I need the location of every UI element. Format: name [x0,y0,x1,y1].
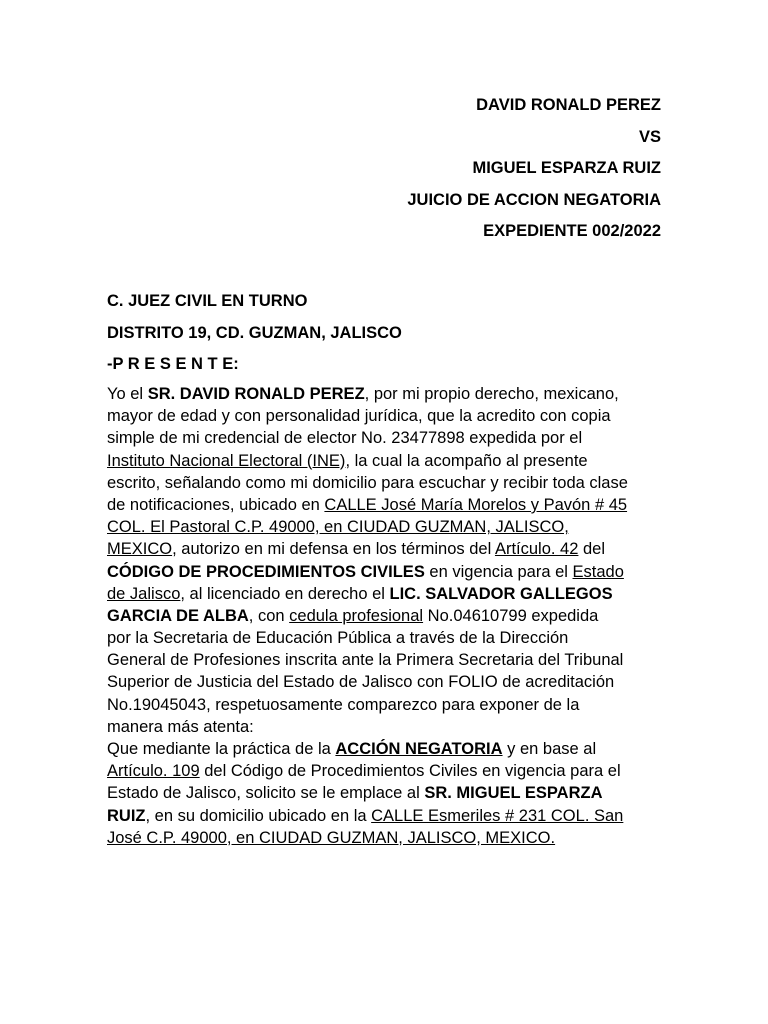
underlined-text: Artículo. 109 [107,762,200,781]
underlined-text: Estado [572,562,624,581]
header-case-number: EXPEDIENTE 002/2022 [483,222,661,240]
body-line [107,605,667,627]
text-run: , autorizo en mi defensa en los términos del [172,540,495,559]
text-run: simple de mi credencial de elector No. 23477898 expedida por el [107,429,583,448]
text-run: en vigencia para el [424,562,573,581]
text-run: , por mi propio derecho, mexicano, [364,385,619,403]
text-run: Estado de Jalisco, solicito se le emplace al [107,784,425,803]
text-run: y en base al [502,740,597,758]
body-line [107,538,667,560]
text-run: del [578,540,606,559]
body-line [107,671,667,693]
text-run: , en su domicilio ubicado en la [145,806,372,825]
text-run: No.04610799 expedida [423,606,599,625]
text-run: escrito, señalando como mi domicilio para escuchar y recibir toda clase [107,473,628,492]
text-run: de notificaciones, ubicado en [107,495,325,514]
underlined-text: José C.P. 49000, en CIUDAD GUZMAN, JALISCO, MEXICO. [107,828,556,847]
addressee-district: DISTRITO 19, CD. GUZMAN, JALISCO [107,323,402,342]
underlined-text: CALLE Esmeriles # 231 COL. San [371,806,624,825]
bold-text: SR. MIGUEL ESPARZA [424,784,603,803]
underlined-text: Artículo. 42 [494,540,579,559]
body-line [107,694,667,716]
addressee-presente: -P R E S E N T E: [107,355,239,373]
underlined-text: COL. El Pastoral C.P. 49000, en CIUDAD GUZMAN, JALISCO, [107,518,569,537]
header-versus-label: VS [638,127,661,146]
body-line [107,627,667,649]
body-line [107,583,667,605]
body-line [107,760,667,782]
text-run: General de Profesiones inscrita ante la Primera Secretaria del Tribunal [107,651,624,670]
text-run: por la Secretaria de Educación Pública a través de la Dirección [107,629,569,648]
underlined-text: Instituto Nacional Electoral (INE) [107,451,346,470]
body-line [107,716,667,738]
text-run: Que mediante la práctica de la [107,740,336,758]
addressee-judge-title: C. JUEZ CIVIL EN TURNO [107,292,308,310]
body-line [107,450,667,472]
body-line [107,472,667,494]
text-run: , con [248,606,290,625]
text-run: Superior de Justicia del Estado de Jalisco con FOLIO de acreditación [107,673,615,692]
underlined-text: MEXICO [107,540,173,559]
text-run: , al licenciado en derecho el [180,584,390,603]
underlined-text: de Jalisco [107,584,181,603]
header-defendant-name: MIGUEL ESPARZA RUIZ [472,159,661,177]
body-line [107,782,667,804]
body-line [107,383,667,405]
text-run: del Código de Procedimientos Civiles en vigencia para el [199,762,621,781]
body-line [107,494,667,516]
bold-text: RUIZ [107,806,146,825]
bold-text: SR. DAVID RONALD PEREZ [147,385,365,403]
body-line [107,805,667,827]
header-case-type: JUICIO DE ACCION NEGATORIA [407,190,661,209]
addressee-block [107,286,667,381]
body-line [107,405,667,427]
text-run: manera más atenta: [107,717,254,736]
underlined-text: CALLE José María Morelos y Pavón # 45 [324,495,628,514]
body-line [107,738,667,760]
bold-text: GARCIA DE ALBA [107,606,249,625]
body-line [107,561,667,583]
bold-text: CÓDIGO DE PROCEDIMIENTOS CIVILES [107,562,425,581]
header-plaintiff-name: DAVID RONALD PEREZ [476,96,661,114]
text-run: Yo el [107,385,148,403]
text-run: No.19045043, respetuosamente comparezco para exponer de la [107,695,580,714]
underlined-text: cedula profesional [289,606,424,625]
bold-text: LIC. SALVADOR GALLEGOS [389,584,613,603]
text-run: mayor de edad y con personalidad jurídica, que la acredito con copia [107,407,611,426]
bold-text: ACCIÓN NEGATORIA [335,740,503,758]
case-header [241,90,661,248]
body-text [107,383,667,849]
body-line [107,516,667,538]
body-line [107,649,667,671]
text-run: , la cual la acompaño al presente [345,451,588,470]
body-line [107,827,667,849]
body-line [107,427,667,449]
